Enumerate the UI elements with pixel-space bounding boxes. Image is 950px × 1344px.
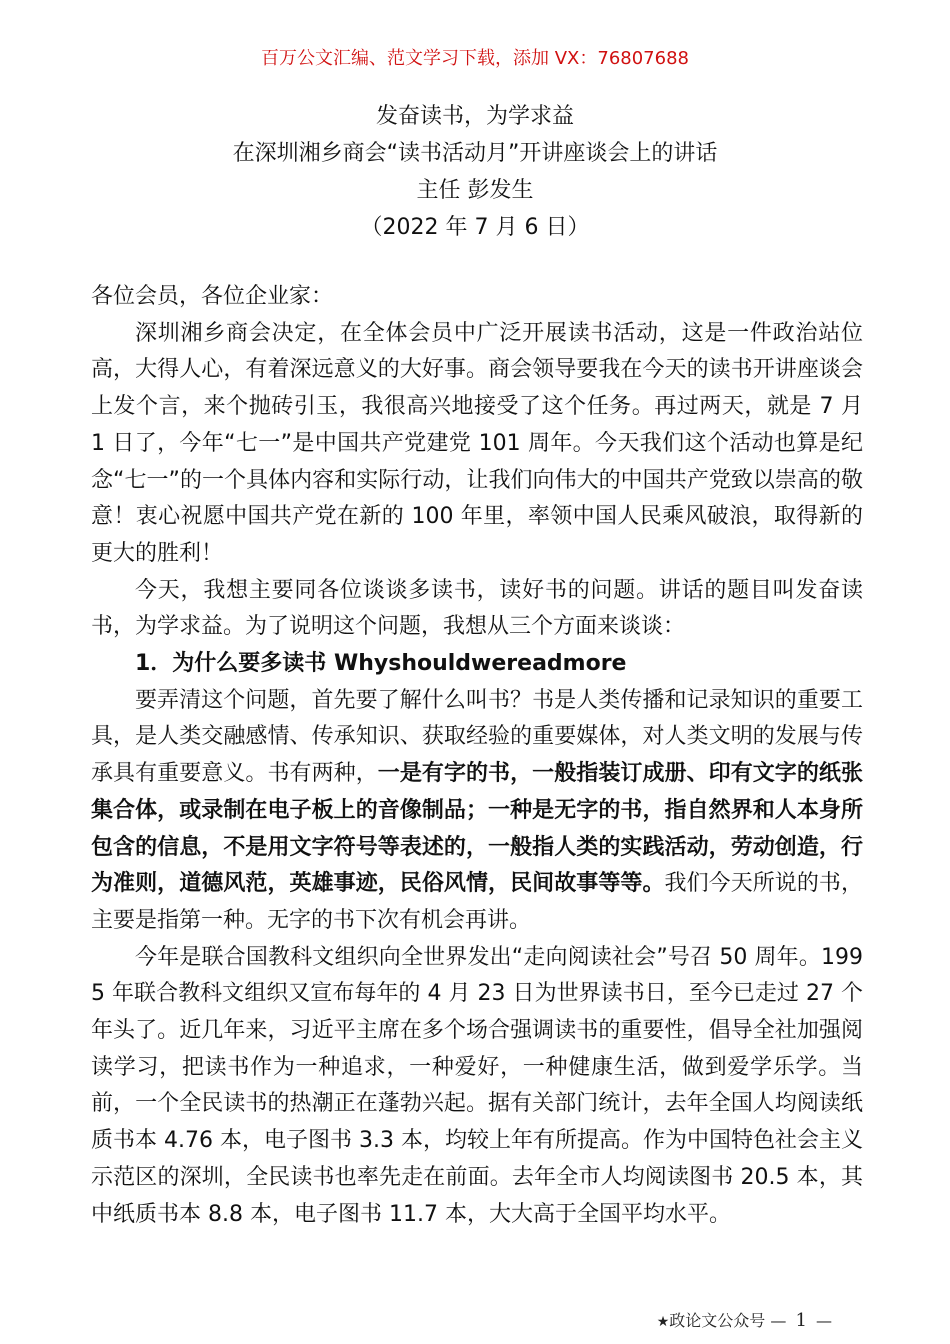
footer-dash-left: — [770,1311,787,1330]
paragraph-3-bold: 一是有字的书，一般指装订成册、印有文字的纸张集合体，或录制在电子板上的音像制品；一种是无字的书，指自然界和人本身所包含的信息，不是用文字符号等表述的，一般指人类的实践活动，劳动创造，行为准则，道德风范，英雄事迹，民俗风情，民间故事等等。 [91,761,863,897]
page-number: 1 [795,1310,807,1331]
speech-title: 发奋读书，为学求益 [375,104,574,129]
page-footer [657,1310,832,1333]
promo-banner: 百万公文汇编、范文学习下载，添加 VX：76807688 [261,48,689,69]
paragraph-3-end: 我们今天所说的书，主要是指第一种。无字的书下次有机会再讲。 [91,871,863,933]
speech-subtitle: 在深圳湘乡商会“读书活动月”开讲座谈会上的讲话 [232,141,718,166]
paragraph-2: 今天，我想主要同各位谈谈多读书，读好书的问题。讲话的题目叫发奋读书，为学求益。为了说明这个问题，我想从三个方面来谈谈： [91,577,863,640]
footer-label: 政论文公众号 [669,1311,766,1330]
speech-body [91,279,863,1233]
paragraph-3-start: 要弄清这个问题，首先要了解什么叫书？书是人类传播和记录知识的重要工具，是人类交融感情、传承知识、获取经验的重要媒体，对人类文明的发展与传承具有重要意义。书有两种， [91,687,863,787]
section-heading-1: 1．为什么要多读书 Whyshouldwereadmore [135,651,627,677]
speech-date: （2022 年 7 月 6 日） [360,215,590,240]
title-block [0,98,950,246]
speaker-line: 主任 彭发生 [416,178,534,203]
salutation: 各位会员，各位企业家： [91,284,334,309]
paragraph-1: 深圳湘乡商会决定，在全体会员中广泛开展读书活动，这是一件政治站位高，大得人心，有着深远意义的大好事。商会领导要我在今天的读书开讲座谈会上发个言，来个抛砖引玉，我很高兴地接受了这个任务。再过两天，就是 7 月 1 日了，今年“七一”是中国共产党建党 101 周年。今天我们这个活动也算是纪念“七一”的一个具体内容和实际行动，让我们向伟大的中国共产党致以崇高的敬意！衷心祝愿中国共产党在新的 100 年里，率领中国人民乘风破浪，取得新的更大的胜利！ [91,320,863,566]
paragraph-3 [91,683,863,940]
star-icon: ★ [656,1314,670,1330]
footer-dash-right: — [816,1311,832,1330]
paragraph-4: 今年是联合国教科文组织向全世界发出“走向阅读社会”号召 50 周年。1995 年联合教科文组织又宣布每年的 4 月 23 日为世界读书日，至今已走过 27 个年头了。近几年来，习近平主席在多个场合强调读书的重要性，倡导全社加强阅读学习，把读书作为一种追求，一种爱好，一种健康生活，做到爱学乐学。当前，一个全民读书的热潮正在蓬勃兴起。据有关部门统计，去年全国人均阅读纸质书本 4.76 本，电子图书 3.3 本，均较上年有所提高。作为中国特色社会主义示范区的深圳，全民读书也率先走在前面。去年全市人均阅读图书 20.5 本，其中纸质书本 8.8 本，电子图书 11.7 本，大大高于全国平均水平。 [91,944,863,1227]
